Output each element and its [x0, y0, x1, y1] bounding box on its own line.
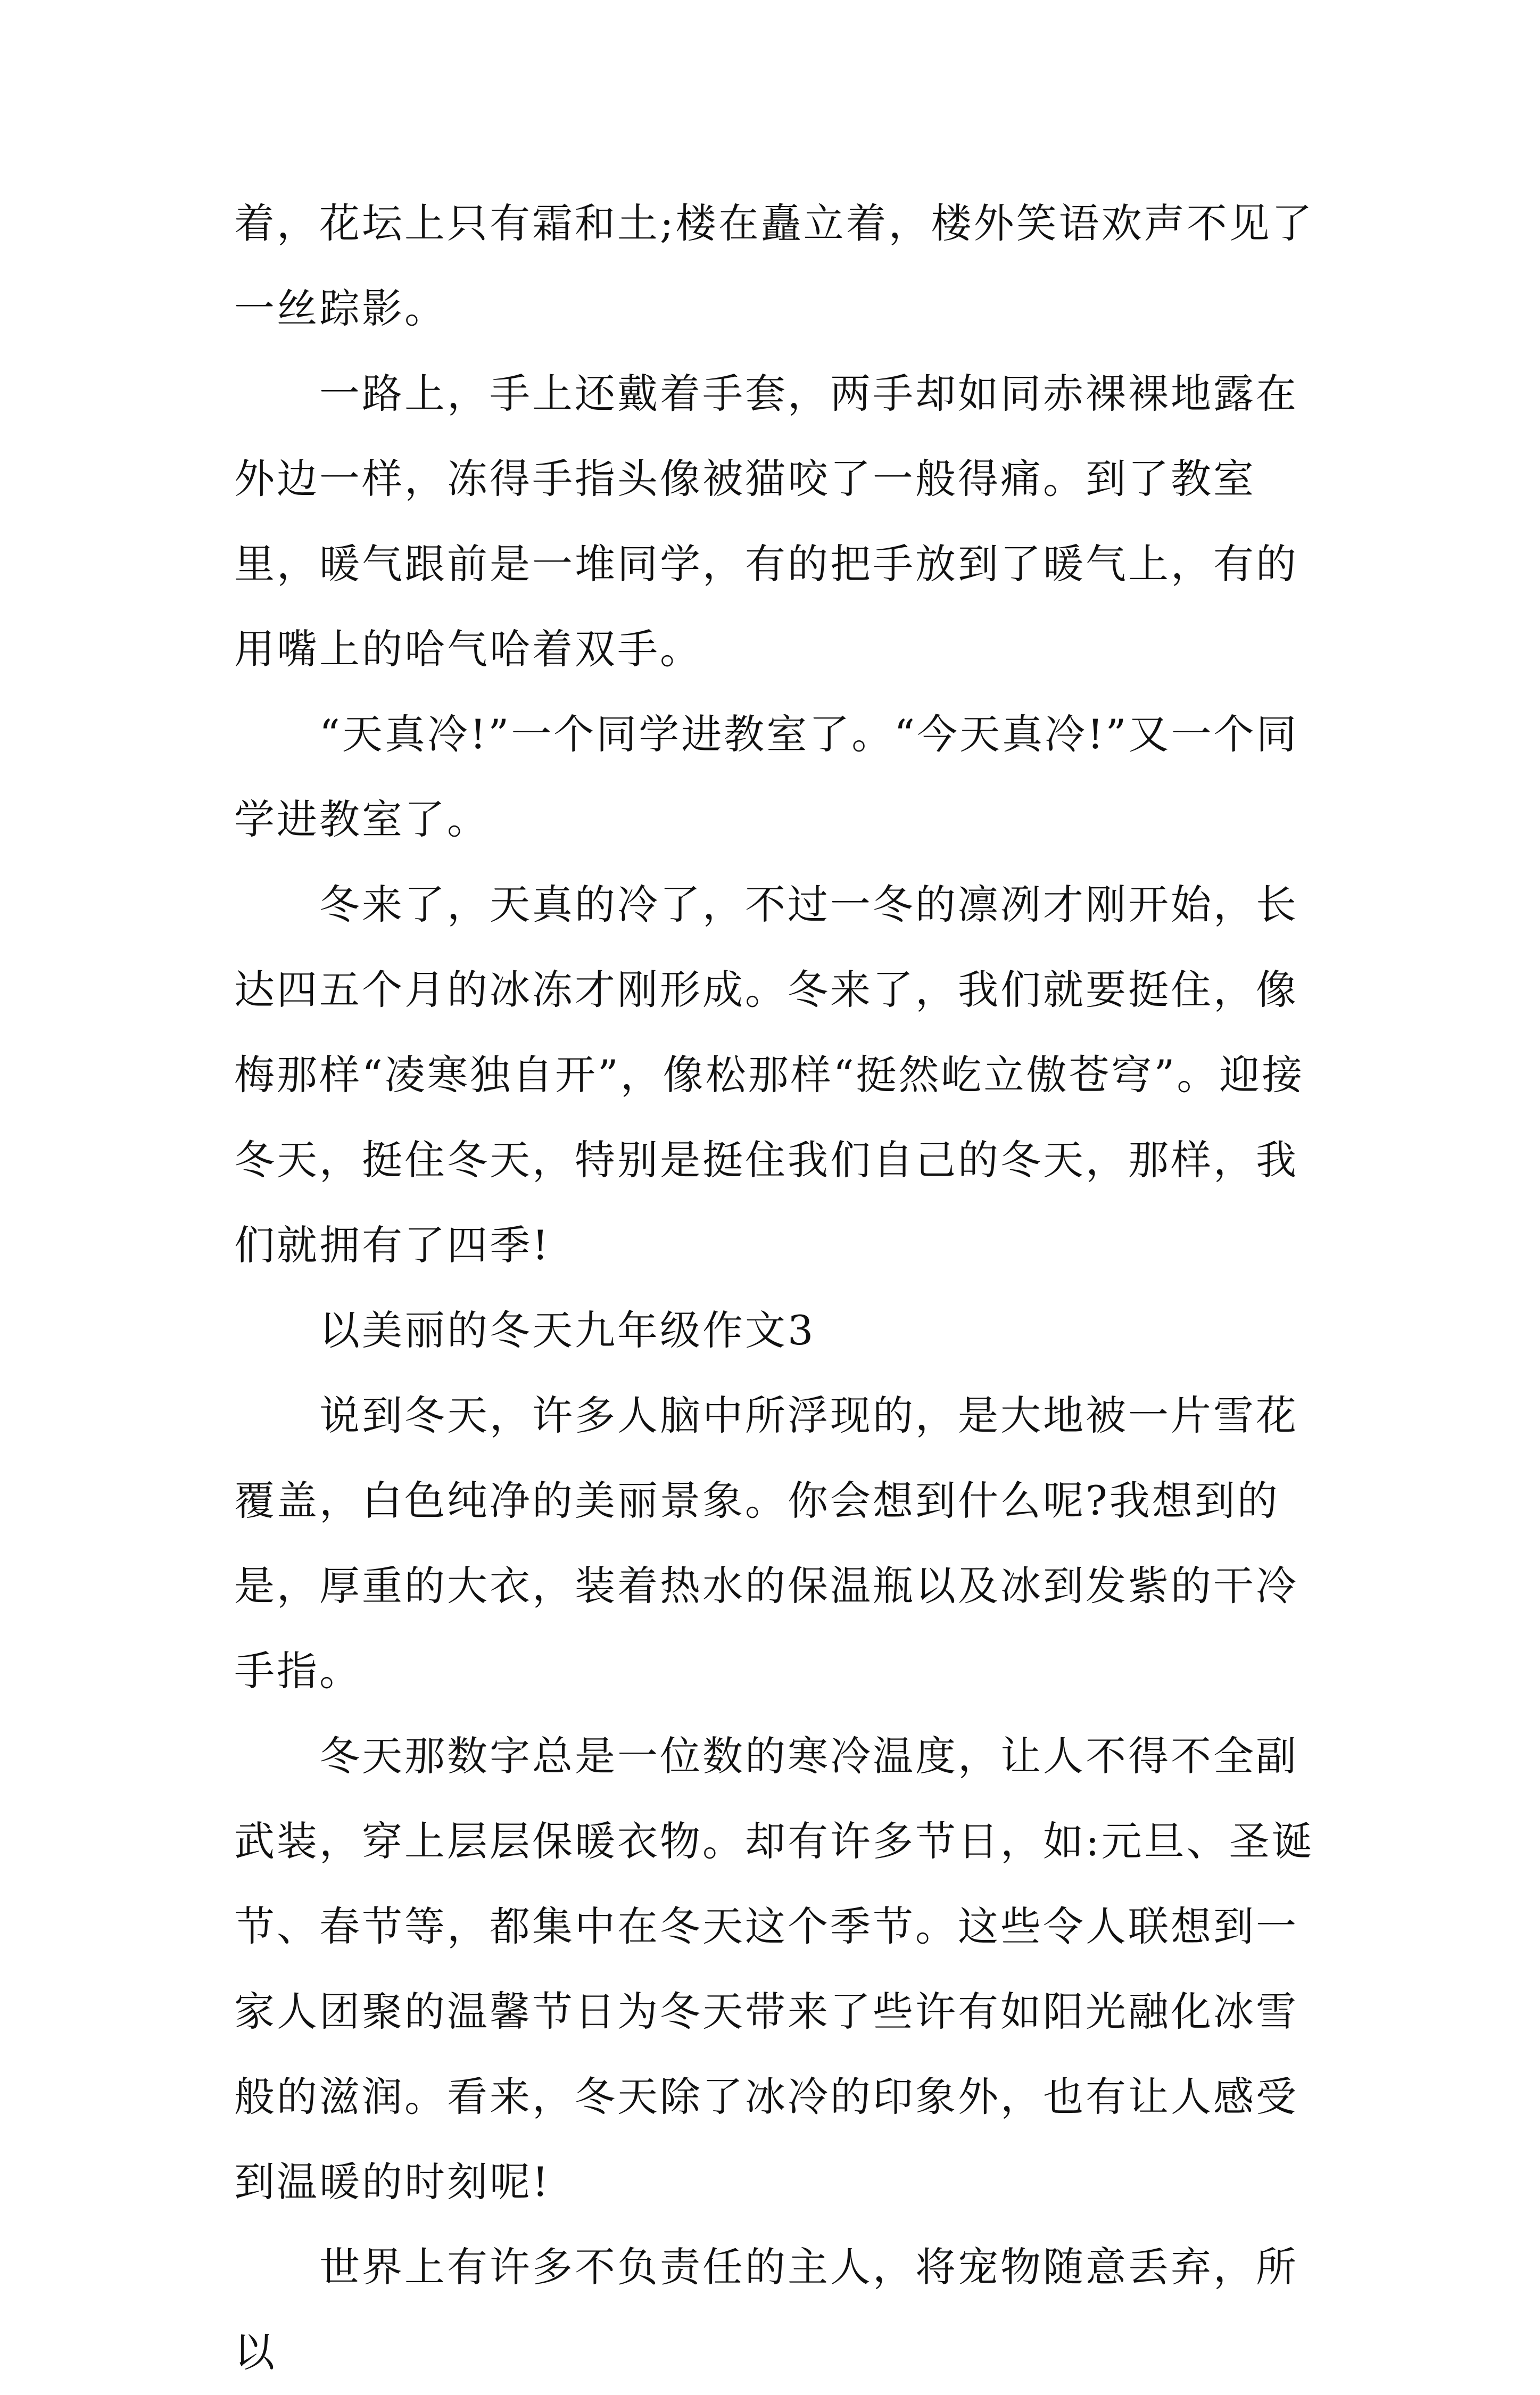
paragraph-4: 冬来了，天真的冷了，不过一冬的凛冽才刚开始，长达四五个月的冰冻才刚形成。冬来了，我们就要挺住，像梅那样“凌寒独自开”，像松那样“挺然屹立傲苍穹”。迎接冬天，挺住冬天，特别是挺住我们自己的冬天，那样，我们就拥有了四季! — [234, 881, 1305, 1269]
essay-heading: 以美丽的冬天九年级作文3 — [319, 1307, 816, 1354]
paragraph-7: 冬天那数字总是一位数的寒冷温度，让人不得不全副武装，穿上层层保暖衣物。却有许多节日，如:元旦、圣诞节、春节等，都集中在冬天这个季节。这些令人联想到一家人团聚的温馨节日为冬天带来了些许有如阳光融化冰雪般的滋润。看来，冬天除了冰冷的印象外，也有让人感受到温暖的时刻呢! — [234, 1732, 1314, 2206]
document-body — [234, 181, 1320, 2395]
paragraph-2: 一路上，手上还戴着手套，两手却如同赤裸裸地露在外边一样，冻得手指头像被猫咬了一般得痛。到了教室里，暖气跟前是一堆同学，有的把手放到了暖气上，有的用嘴上的哈气哈着双手。 — [234, 370, 1298, 673]
paragraph-3: “天真冷!”一个同学进教室了。“今天真冷!”又一个同学进教室了。 — [234, 711, 1299, 843]
paragraph-6: 说到冬天，许多人脑中所浮现的，是大地被一片雪花覆盖，白色纯净的美丽景象。你会想到什么呢?我想到的是，厚重的大衣，装着热水的保温瓶以及冰到发紫的干冷手指。 — [234, 1392, 1298, 1695]
paragraph-8: 世界上有许多不负责任的主人，将宠物随意丢弃，所以 — [234, 2243, 1298, 2376]
paragraph-1: 着，花坛上只有霜和土;楼在矗立着，楼外笑语欢声不见了一丝踪影。 — [234, 200, 1314, 332]
